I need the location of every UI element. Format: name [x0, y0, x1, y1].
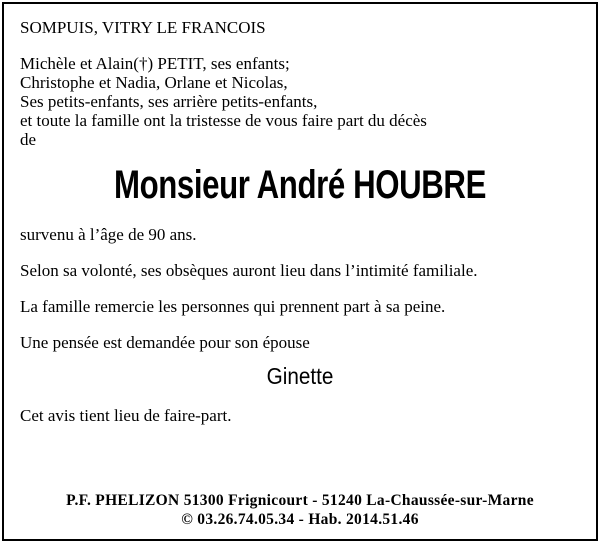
footer-address: P.F. PHELIZON 51300 Frignicourt - 51240 La-Chaussée-sur-Marne — [66, 492, 534, 509]
spouse-intro: Une pensée est demandée pour son épouse — [20, 333, 310, 352]
deceased-name: Monsieur André HOUBRE — [113, 163, 487, 207]
family-list — [20, 54, 580, 149]
death-notice — [20, 18, 580, 442]
funeral-home-footer — [20, 491, 580, 529]
funeral-line: Selon sa volonté, ses obsèques auront lieu dans l’intimité familiale. — [20, 261, 478, 280]
family-line: Ses petits-enfants, ses arrière petits-enfants, — [20, 92, 318, 111]
thanks-line: La famille remercie les personnes qui prennent part à sa peine. — [20, 297, 446, 316]
closing-line: Cet avis tient lieu de faire-part. — [20, 406, 232, 425]
spouse-name: Ginette — [266, 363, 334, 389]
family-line: Michèle et Alain(†) PETIT, ses enfants; — [20, 54, 290, 73]
location-heading: SOMPUIS, VITRY LE FRANCOIS — [20, 18, 266, 37]
family-line: et toute la famille ont la tristesse de vous faire part du décès — [20, 111, 427, 130]
age-line: survenu à l’âge de 90 ans. — [20, 225, 197, 244]
family-line: de — [20, 130, 37, 149]
footer-phone: © 03.26.74.05.34 - Hab. 2014.51.46 — [181, 511, 419, 528]
family-line: Christophe et Nadia, Orlane et Nicolas, — [20, 73, 288, 92]
